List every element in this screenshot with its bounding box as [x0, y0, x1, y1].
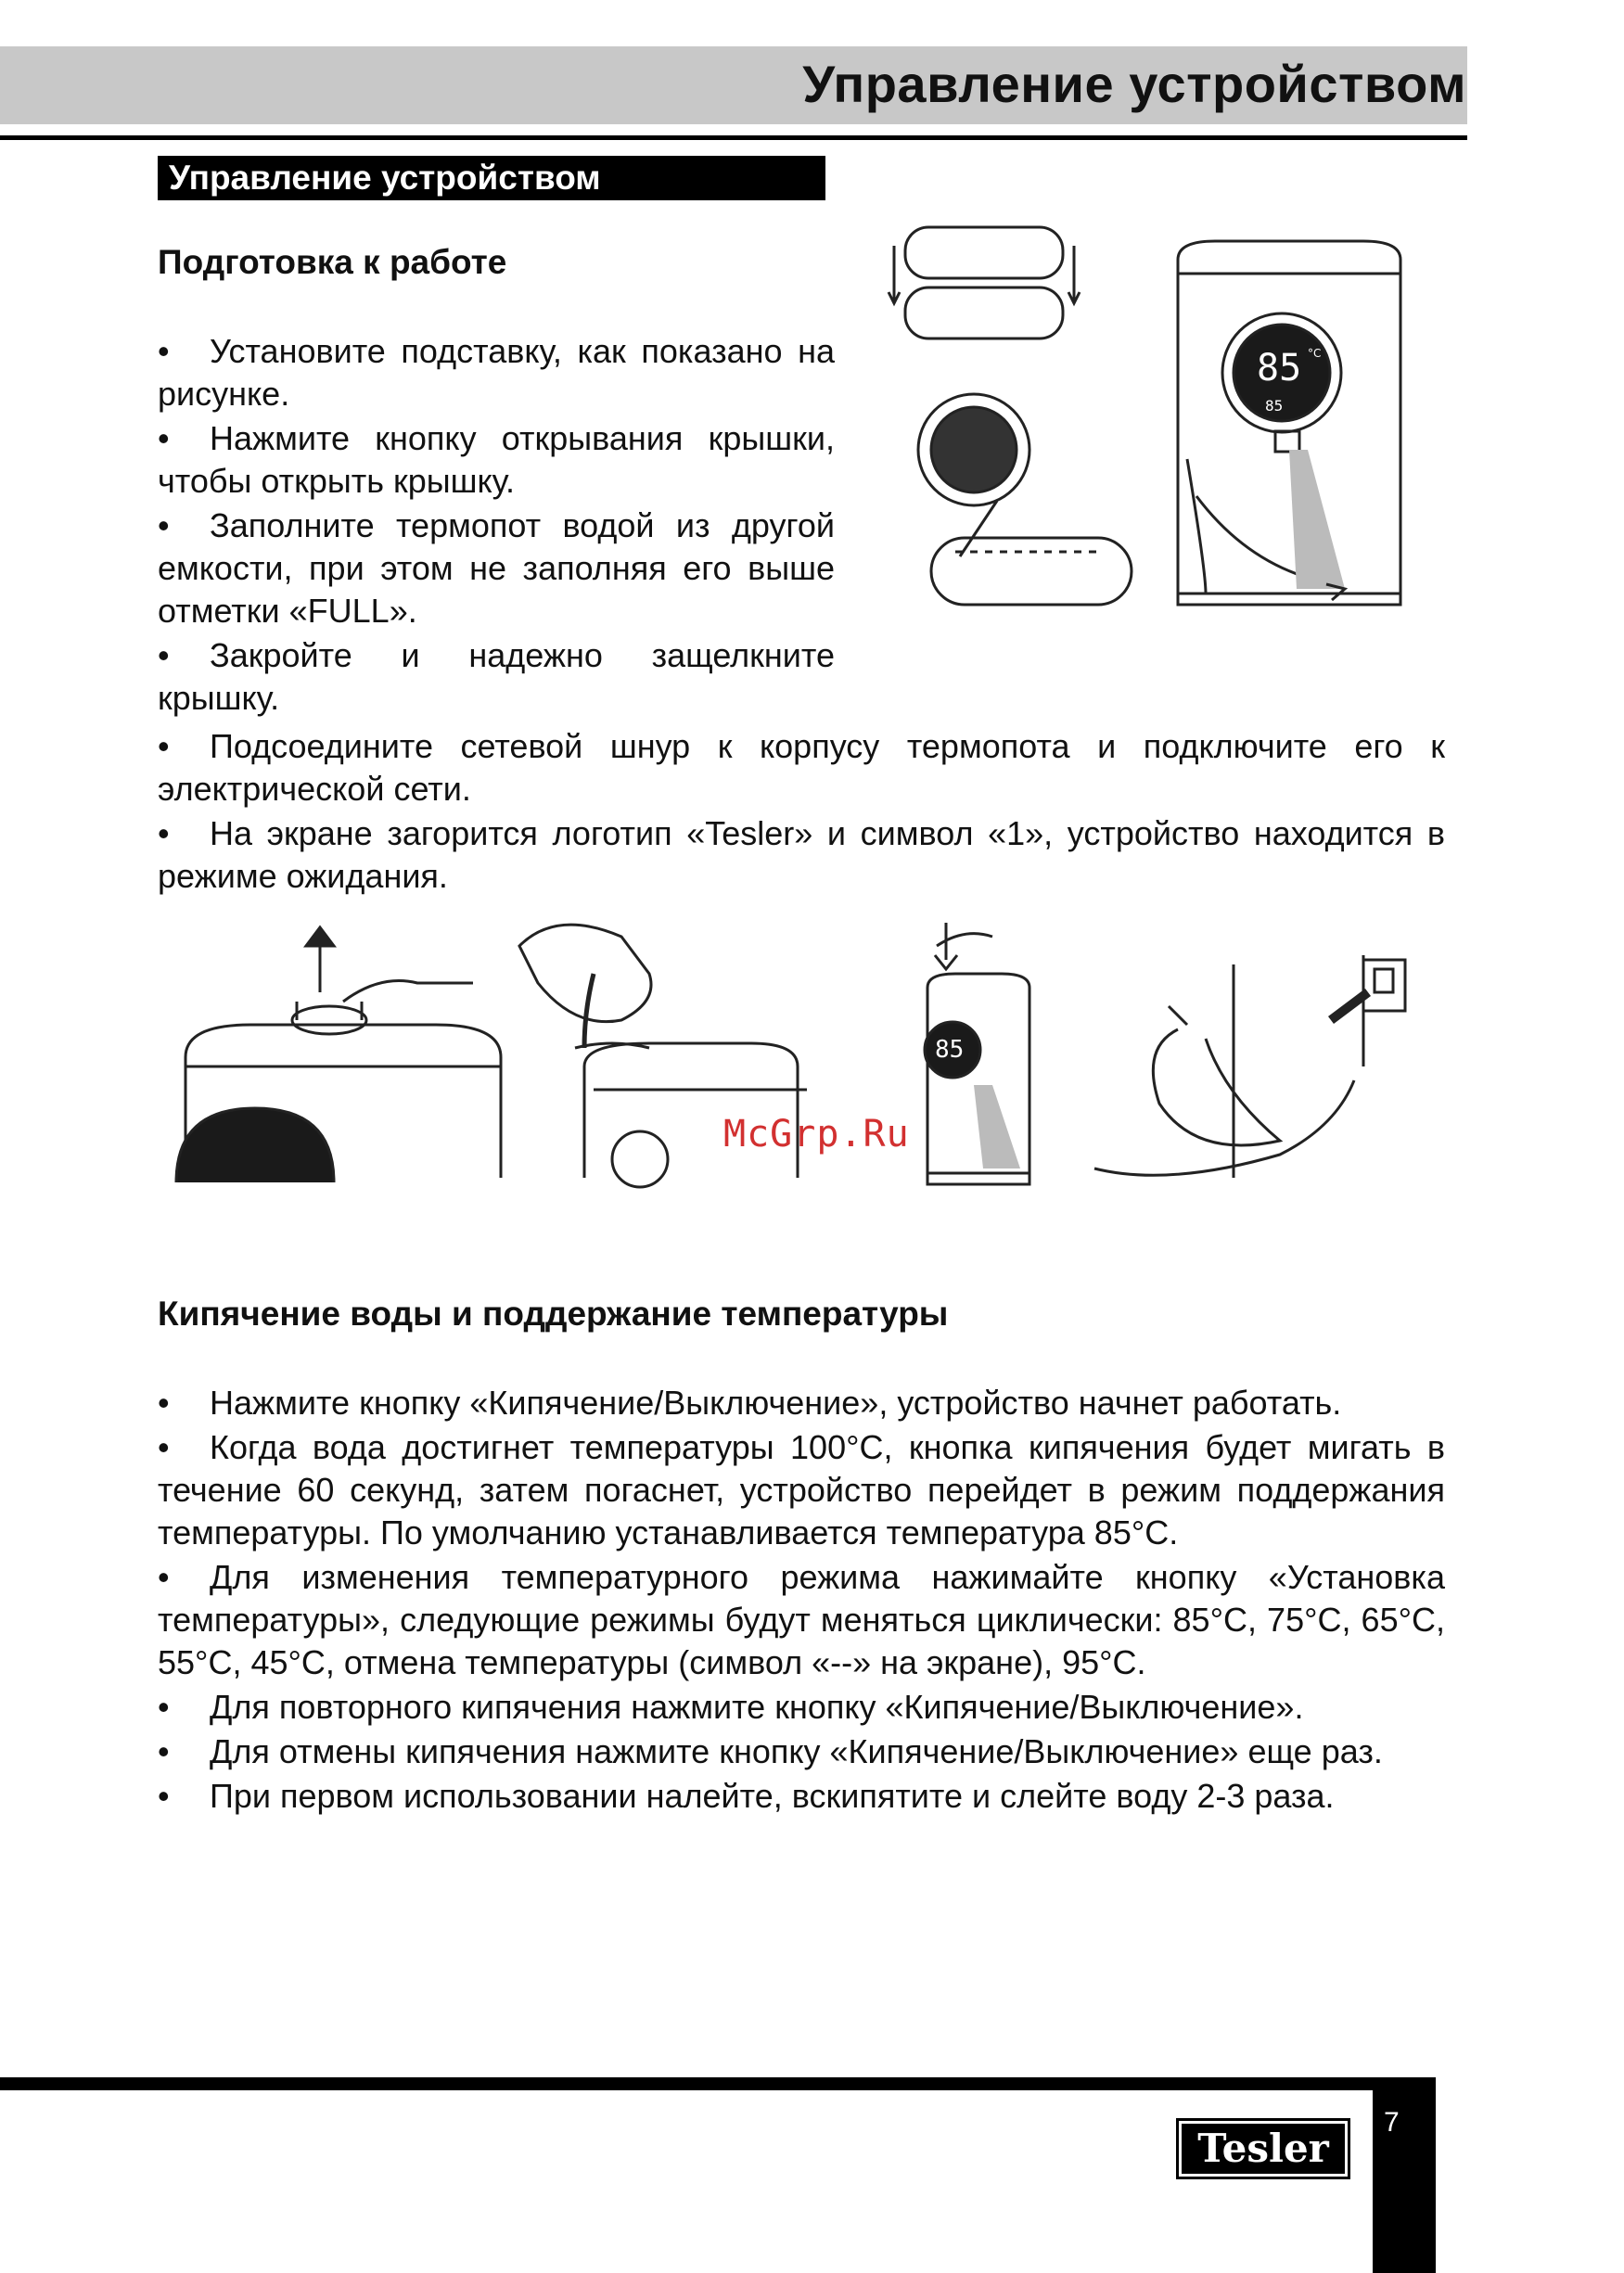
section-tag: Управление устройством	[158, 156, 825, 200]
list-item: • Нажмите кнопку «Кипячение/Выключение», устройство начнет работать.	[158, 1384, 1342, 1422]
thermopot-stand-illustration	[881, 218, 1410, 654]
page-number: 7	[1384, 2107, 1400, 2138]
list-item: • При первом использовании налейте, вскипятите и слейте воду 2-3 раза.	[158, 1777, 1335, 1815]
list-item: • На экране загорится логотип «Tesler» и символ «1», устройство находится в режиме ожидания.	[158, 814, 1445, 895]
display-unit: °C	[1308, 347, 1322, 360]
footer-page-block	[1373, 2081, 1436, 2273]
page-title: Управление устройством	[802, 55, 1466, 113]
list-item: • Когда вода достигнет температуры 100°C, кнопка кипячения будет мигать в течение 60 секунд, затем погаснет, устройство перейдет в режим поддержания температуры. По умолчанию устанавливается температура 85°C.	[158, 1428, 1445, 1552]
step-open-lid	[176, 927, 501, 1182]
list-item: • Для отмены кипячения нажмите кнопку «Кипячение/Выключение» еще раз.	[158, 1732, 1383, 1770]
prep-list-wide	[158, 725, 1445, 900]
list-item: • Подсоедините сетевой шнур к корпусу термопота и подключите его к электрической сети.	[158, 727, 1445, 808]
prep-list	[158, 330, 835, 721]
boil-list	[158, 1382, 1445, 1820]
display-main: 85	[1257, 347, 1302, 389]
lid-part	[905, 227, 1063, 278]
drip-tray	[931, 538, 1132, 605]
watermark: McGrp.Ru	[723, 1113, 910, 1156]
list-item: • Нажмите кнопку открывания крышки, чтобы открыть крышку.	[158, 419, 835, 500]
tesler-logo: Tesler	[1176, 2118, 1350, 2179]
list-item: • Для повторного кипячения нажмите кнопку «Кипячение/Выключение».	[158, 1688, 1304, 1726]
step-plug-in	[1094, 955, 1405, 1178]
display-small: 85	[1265, 397, 1284, 415]
list-item: • Установите подставку, как показано на рисунке.	[158, 332, 835, 413]
list-item: • Заполните термопот водой из другой емкости, при этом не заполняя его выше отметки «FULL».	[158, 506, 835, 630]
list-item: • Закройте и надежно защелкните крышку.	[158, 636, 835, 717]
header-divider	[0, 135, 1467, 140]
footer-divider	[0, 2077, 1436, 2090]
step-display-value: 85	[935, 1036, 965, 1064]
prep-heading: Подготовка к работе	[158, 243, 507, 281]
boil-heading: Кипячение воды и поддержание температуры	[158, 1295, 949, 1333]
list-item: • Для изменения температурного режима нажимайте кнопку «Установка температуры», следующие режимы будут меняться циклически: 85°C, 75°C, 65°C, 55°C, 45°C, отмена температуры (символ «--» на экране), 95°C.	[158, 1558, 1445, 1681]
